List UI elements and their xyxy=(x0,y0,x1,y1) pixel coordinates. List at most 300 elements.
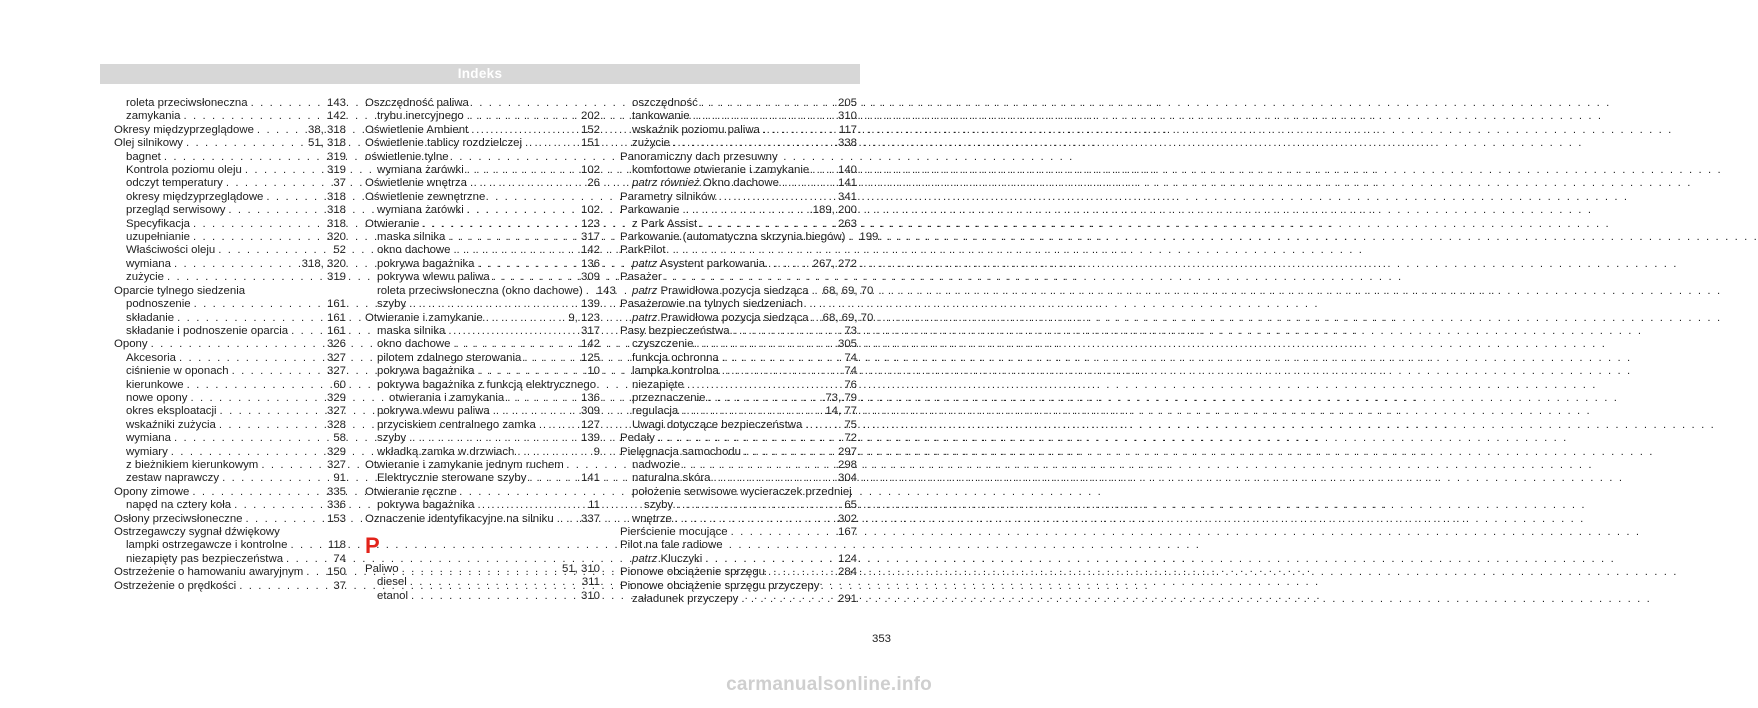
entry-label: naturalna skóra xyxy=(632,472,711,485)
entry-label: pokrywa bagażnika z funkcją elektrycznego xyxy=(377,378,597,391)
dot-leader xyxy=(698,97,838,110)
page-reference: 125 xyxy=(580,351,600,364)
entry-label: wskaźniki zużycia xyxy=(126,418,216,431)
index-entry xyxy=(620,204,857,217)
page-reference: 318 xyxy=(326,190,346,203)
index-subentry xyxy=(620,124,857,137)
entry-label: Oszczędność paliwa xyxy=(365,97,469,109)
index-subentry xyxy=(114,472,346,485)
entry-label: Ostrzeżenie o hamowaniu awaryjnym xyxy=(114,566,304,579)
index-subentry xyxy=(114,553,346,566)
index-entry xyxy=(620,539,857,552)
entry-label: komfortowe otwieranie i zamykanie xyxy=(632,164,810,177)
page-reference: 60 xyxy=(333,378,346,391)
entry-label: Otwieranie xyxy=(365,217,420,230)
index-subentry xyxy=(365,419,600,432)
page-reference: 320 xyxy=(326,231,346,244)
see-also-prefix: patrz xyxy=(632,257,658,270)
page-reference: 10 xyxy=(587,365,600,378)
index-subentry xyxy=(620,137,857,150)
index-subentry xyxy=(365,258,600,271)
entry-label: pokrywa wlewu paliwa xyxy=(377,271,490,284)
index-subentry xyxy=(114,177,346,190)
entry-label: przyciskiem centralnego zamka xyxy=(377,418,536,431)
entry-label: Parkowanie (automatyczna skrzynia biegów) xyxy=(620,231,846,244)
page-reference: 75 xyxy=(844,418,857,431)
dot-leader xyxy=(190,231,327,244)
index-column-2 xyxy=(365,97,616,603)
entry-label: Oznaczenie identyfikacyjne na silniku xyxy=(365,512,554,525)
dot-leader xyxy=(490,405,581,418)
page-reference: 142 xyxy=(326,110,346,123)
index-entry xyxy=(365,513,600,526)
index-subentry xyxy=(620,311,874,325)
page-reference: 327 xyxy=(326,458,346,471)
entry-label: Uwagi dotyczące bezpieczeństwa xyxy=(632,418,803,431)
index-subentry xyxy=(114,204,346,217)
page-reference: 139 xyxy=(580,432,600,445)
index-subentry xyxy=(365,446,600,459)
entry-label: zamykania xyxy=(126,110,181,123)
page-reference: 118 xyxy=(327,539,346,552)
dot-leader xyxy=(526,472,581,485)
dot-leader xyxy=(475,258,581,271)
entry-label: pilotem zdalnego sterowania xyxy=(377,351,522,364)
entry-label xyxy=(632,285,809,298)
dot-leader xyxy=(171,432,333,445)
entry-label: składanie i podnoszenie oparcia xyxy=(126,324,289,337)
index-subentry xyxy=(620,513,857,526)
page-reference: 9 xyxy=(593,445,600,458)
entry-label: Akcesoria xyxy=(126,351,177,364)
entry-label: funkcja ochronna xyxy=(632,351,719,364)
page-reference: 189, 200 xyxy=(812,204,857,217)
page-reference: 51, 310 xyxy=(561,563,600,575)
dot-leader xyxy=(161,151,327,164)
entry-label: z Park Assist xyxy=(632,217,698,230)
dot-leader xyxy=(809,312,823,325)
dot-leader xyxy=(716,191,838,204)
index-subentry xyxy=(365,352,600,365)
entry-label: maska silnika xyxy=(377,324,446,337)
index-subentry xyxy=(620,164,857,177)
page-reference: 309 xyxy=(580,405,600,418)
entry-label: Pasy bezpieczeństwa xyxy=(620,324,730,337)
index-entry xyxy=(365,137,600,150)
index-subentry xyxy=(620,499,857,512)
entry-label: Ostrzegawczy sygnał dźwiękowy xyxy=(114,526,280,538)
dot-leader xyxy=(504,392,581,405)
dot-leader xyxy=(690,110,838,123)
index-entry xyxy=(114,513,346,526)
entry-label: trybu inercyjnego xyxy=(377,110,464,123)
dot-leader xyxy=(464,110,581,123)
index-entry xyxy=(365,486,600,499)
entry-label: okresy międzyprzeglądowe xyxy=(126,190,264,203)
page-reference: 311 xyxy=(581,576,600,589)
dot-leader xyxy=(719,352,845,365)
see-also-target: Okno dachowe xyxy=(699,177,779,190)
index-subentry xyxy=(114,419,346,432)
index-subentry xyxy=(114,312,346,325)
dot-leader xyxy=(283,553,333,566)
see-also-target: Kluczyki xyxy=(657,552,703,565)
page-reference: 141 xyxy=(580,472,600,485)
page-reference: 337 xyxy=(580,512,600,525)
dot-leader xyxy=(450,244,581,257)
section-header xyxy=(100,64,860,84)
dot-leader xyxy=(399,563,562,576)
entry-label: etanol xyxy=(377,589,409,602)
index-subentry xyxy=(365,576,600,589)
dot-leader xyxy=(303,566,327,579)
entry-label: napęd na cztery koła xyxy=(126,499,232,512)
entry-label: Parametry silników xyxy=(620,190,716,203)
index-entry xyxy=(620,298,857,311)
index-subentry xyxy=(620,97,857,110)
dot-leader xyxy=(765,258,813,271)
index-entry xyxy=(114,580,346,593)
entry-label: Oświetlenie Ambient xyxy=(365,123,469,136)
entry-label: regulacja xyxy=(632,405,679,418)
entry-label: wnętrze xyxy=(632,512,672,525)
entry-label: wymiary xyxy=(126,445,168,458)
dot-leader xyxy=(514,446,593,459)
entry-label: przegląd serwisowy xyxy=(126,204,226,217)
index-entry xyxy=(365,563,600,576)
page-reference: 52 xyxy=(333,244,346,257)
entry-label: kierunkowe xyxy=(126,378,184,391)
entry-label: Ostrzeżenie o prędkości xyxy=(114,579,237,592)
index-entry xyxy=(365,151,600,164)
entry-label: maska silnika xyxy=(377,231,446,244)
entry-label xyxy=(632,258,765,271)
index-subentry xyxy=(620,338,857,351)
page-reference: 161 xyxy=(326,324,346,337)
page-reference: 123 xyxy=(580,217,600,230)
dot-leader xyxy=(190,218,327,231)
page-reference: 65 xyxy=(844,499,857,512)
page-reference: 267, 272 xyxy=(812,257,857,270)
dot-leader xyxy=(243,513,327,526)
index-entry xyxy=(620,231,879,244)
index-subentry xyxy=(620,486,857,499)
page-reference: 72 xyxy=(844,432,857,445)
page-reference: 51, 318 xyxy=(307,137,346,150)
entry-label: pokrywa bagażnika xyxy=(377,365,475,378)
page-reference: 117 xyxy=(838,123,857,136)
entry-label: Oświetlenie tablicy rozdzielczej xyxy=(365,137,522,150)
dot-leader xyxy=(475,365,588,378)
page-reference: 91 xyxy=(333,472,346,485)
dot-leader xyxy=(215,244,333,257)
page-reference: 143 xyxy=(326,97,346,109)
page-reference: 14, 77 xyxy=(825,405,857,418)
index-subentry xyxy=(365,472,600,485)
entry-label: okno dachowe xyxy=(377,338,451,351)
index-subentry xyxy=(114,271,346,284)
entry-label: tankowanie xyxy=(632,110,690,123)
index-entry xyxy=(114,124,346,137)
index-subentry xyxy=(365,590,600,603)
index-entry xyxy=(365,177,600,190)
entry-label: ciśnienie w oponach xyxy=(126,365,229,378)
index-entry xyxy=(620,244,857,257)
dot-leader xyxy=(583,285,597,298)
entry-label: szyby xyxy=(377,432,407,445)
index-subentry xyxy=(365,499,600,512)
dot-leader xyxy=(693,338,838,351)
page-reference: 318 xyxy=(326,217,346,230)
entry-label: roleta przeciwsłoneczna xyxy=(126,97,248,109)
dot-leader xyxy=(467,177,587,190)
index-subentry xyxy=(114,325,346,338)
entry-label: Olej silnikowy xyxy=(114,137,183,150)
page-reference: 309 xyxy=(580,271,600,284)
page-reference: 37 xyxy=(333,177,346,190)
dot-leader xyxy=(464,204,581,217)
page-reference: 327 xyxy=(326,351,346,364)
page-reference: 152 xyxy=(580,123,600,136)
index-subentry xyxy=(365,432,600,445)
page-reference: 73, 79 xyxy=(825,391,857,404)
dot-leader xyxy=(183,137,308,150)
page-reference: 68, 69, 70 xyxy=(822,311,874,324)
dot-leader xyxy=(254,124,308,137)
entry-label: Pionowe obciążenie sprzęgu xyxy=(620,566,766,579)
dot-leader xyxy=(171,258,302,271)
index-subentry xyxy=(620,365,857,378)
index-subentry xyxy=(114,499,346,512)
index-entry xyxy=(365,218,600,231)
dot-leader xyxy=(672,513,838,526)
entry-label xyxy=(632,553,702,566)
entry-label: lampka kontrolna xyxy=(632,365,719,378)
index-subentry xyxy=(365,392,600,405)
page-reference: 139 xyxy=(580,298,600,311)
page-reference: 150 xyxy=(326,566,346,579)
entry-label: pokrywa bagażnika xyxy=(377,499,475,512)
index-subentry xyxy=(114,352,346,365)
dot-leader xyxy=(705,392,825,405)
dot-leader xyxy=(191,298,327,311)
page-reference: 319 xyxy=(326,164,346,177)
dot-leader xyxy=(189,486,327,499)
page-reference: 11 xyxy=(588,499,600,512)
dot-leader xyxy=(419,218,581,231)
page-reference: 151 xyxy=(580,137,600,150)
dot-leader xyxy=(216,419,327,432)
index-entry xyxy=(365,124,600,137)
index-entry xyxy=(620,526,857,539)
page-reference: 58 xyxy=(333,432,346,445)
entry-label: Pionowe obciążenie sprzęgu przyczepy xyxy=(620,579,820,592)
dot-leader xyxy=(219,472,333,485)
index-subentry xyxy=(620,593,857,606)
page-reference: 318 xyxy=(326,204,346,217)
entry-label: lampki ostrzegawcze i kontrolne xyxy=(126,539,288,552)
index-entry xyxy=(620,446,857,459)
entry-label: wymiana żarówki xyxy=(377,164,464,177)
entry-label: Właściwości oleju xyxy=(126,244,216,257)
dot-leader xyxy=(263,191,327,204)
entry-label: Pilot na fale radiowe xyxy=(620,539,723,552)
entry-label: zużycie xyxy=(126,271,164,284)
entry-label: zużycie xyxy=(632,137,670,150)
dot-leader xyxy=(702,553,838,566)
entry-label: wskaźnik poziomu paliwa xyxy=(632,123,760,136)
dot-leader xyxy=(697,218,838,231)
page-reference: 327 xyxy=(326,405,346,418)
page-reference: 318, 320 xyxy=(301,257,346,270)
dot-leader xyxy=(180,110,327,123)
dot-leader xyxy=(554,513,581,526)
index-subentry xyxy=(114,379,346,392)
index-entry xyxy=(365,97,600,110)
dot-leader xyxy=(738,593,838,606)
dot-leader xyxy=(217,405,327,418)
entry-label: składanie xyxy=(126,311,175,324)
page-reference: 205 xyxy=(837,97,857,109)
index-column-1 xyxy=(114,97,346,593)
dot-leader xyxy=(445,231,581,244)
entry-label: Oświetlenie zewnętrzne xyxy=(365,190,486,203)
page-reference: 136 xyxy=(580,391,600,404)
index-subentry xyxy=(620,284,874,298)
see-also-prefix: patrz xyxy=(632,284,658,297)
entry-label: diesel xyxy=(377,576,407,589)
page-reference: 124 xyxy=(837,552,857,565)
page-reference: 9, 123 xyxy=(568,311,600,324)
entry-label: otwierania i zamykania xyxy=(389,391,505,404)
index-subentry xyxy=(365,365,600,378)
page-reference: 305 xyxy=(837,338,857,351)
index-subentry xyxy=(114,459,346,472)
entry-label: odczyt temperatury xyxy=(126,177,223,190)
page-reference: 74 xyxy=(844,351,857,364)
index-entry xyxy=(620,432,857,445)
page-reference: 74 xyxy=(844,365,857,378)
entry-label: wymiana xyxy=(126,432,171,445)
dot-leader xyxy=(802,419,844,432)
dot-leader xyxy=(741,446,838,459)
entry-label: Specyfikacja xyxy=(126,217,190,230)
index-subentry xyxy=(620,352,857,365)
page-reference: 161 xyxy=(326,311,346,324)
page-reference: 302 xyxy=(837,512,857,525)
index-subentry xyxy=(365,379,600,392)
page-reference: 143 xyxy=(596,284,616,297)
entry-label: położenie serwisowe wycieraczek przedniej xyxy=(632,485,852,498)
entry-label: niezapięte xyxy=(632,378,684,391)
index-subentry xyxy=(114,151,346,164)
index-entry xyxy=(114,285,346,298)
entry-label xyxy=(632,312,809,325)
page-reference: 26 xyxy=(587,177,600,190)
page-reference: 317 xyxy=(580,324,600,337)
entry-label: Okresy międzyprzeglądowe xyxy=(114,123,254,136)
see-also-target: Prawidłowa pozycja siedząca xyxy=(657,311,809,324)
page-reference: 140 xyxy=(837,164,857,177)
dot-leader xyxy=(765,566,838,579)
index-entry xyxy=(114,566,346,579)
page-reference: 304 xyxy=(837,472,857,485)
dot-leader xyxy=(522,137,581,150)
index-subentry xyxy=(365,204,600,217)
dot-leader xyxy=(287,539,327,552)
entry-label: Paliwo xyxy=(365,563,399,575)
index-subentry xyxy=(365,271,600,284)
index-subentry xyxy=(620,405,857,418)
dot-leader xyxy=(407,576,582,589)
page-reference: 328 xyxy=(326,418,346,431)
dot-leader xyxy=(445,325,581,338)
page-reference: 319 xyxy=(326,150,346,163)
entry-label: Otwieranie i zamykanie xyxy=(365,311,483,324)
page-reference: 310 xyxy=(580,589,600,602)
index-subentry xyxy=(365,298,600,311)
index-subentry xyxy=(365,325,600,338)
dot-leader xyxy=(475,499,589,512)
page-reference: 127 xyxy=(580,418,600,431)
entry-label: Pasażer xyxy=(620,271,662,284)
page-reference: 142 xyxy=(580,244,600,257)
index-entry xyxy=(365,312,600,325)
page-reference: 291 xyxy=(837,593,857,606)
entry-label: bagnet xyxy=(126,150,161,163)
entry-label: Opony zimowe xyxy=(114,485,190,498)
entry-label: Kontrola poziomu oleju xyxy=(126,164,242,177)
index-subentry xyxy=(365,405,600,418)
dot-leader xyxy=(678,405,825,418)
dot-leader xyxy=(184,379,334,392)
dot-leader xyxy=(168,446,327,459)
dot-leader xyxy=(536,419,581,432)
entry-label: Pielęgnacja samochodu xyxy=(620,445,741,458)
page-reference: 310 xyxy=(837,110,857,123)
page-reference: 161 xyxy=(326,298,346,311)
index-subentry xyxy=(620,419,857,432)
entry-label: roleta przeciwsłoneczna (okno dachowe) xyxy=(377,284,583,297)
page-reference: 319 xyxy=(326,271,346,284)
index-subentry xyxy=(114,539,346,552)
page-reference: 336 xyxy=(326,499,346,512)
page-reference: 329 xyxy=(326,391,346,404)
entry-label: Otwieranie ręczne xyxy=(365,485,457,498)
page-reference: 102 xyxy=(580,204,600,217)
page-reference: 335 xyxy=(326,485,346,498)
index-subentry xyxy=(114,191,346,204)
index-subentry xyxy=(620,459,857,472)
dot-leader xyxy=(225,204,327,217)
entry-label: zestaw naprawczy xyxy=(126,472,220,485)
page-reference: 102 xyxy=(580,164,600,177)
dot-leader xyxy=(406,432,581,445)
entry-label: Panoramiczny dach przesuwny xyxy=(620,150,778,163)
index-entry xyxy=(620,580,857,593)
dot-leader xyxy=(176,352,327,365)
index-subentry xyxy=(114,392,346,405)
index-subentry xyxy=(365,244,600,257)
index-entry xyxy=(114,526,346,539)
index-entry xyxy=(620,325,857,338)
index-subentry xyxy=(114,365,346,378)
entry-label: okno dachowe xyxy=(377,244,451,257)
entry-label: oświetlenie tylne xyxy=(365,150,449,163)
entry-label: Pedały xyxy=(620,432,655,445)
entry-label: Oparcie tylnego siedzenia xyxy=(114,284,246,297)
index-subentry xyxy=(365,231,600,244)
